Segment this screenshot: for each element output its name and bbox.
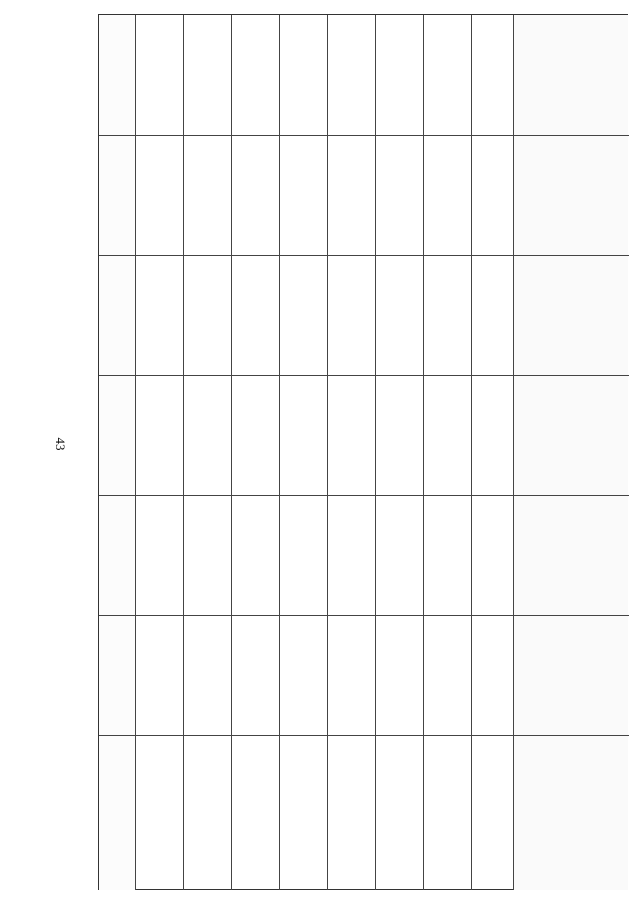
- grid-line: [279, 15, 280, 890]
- grid-line: [375, 15, 376, 890]
- grid-line: [135, 15, 136, 890]
- grid-line: [327, 15, 328, 890]
- data-table: [98, 14, 628, 890]
- grid-line: [99, 135, 629, 136]
- page-number: 43: [53, 437, 68, 451]
- grid-line: [471, 15, 472, 890]
- table-row-stub: [99, 15, 135, 890]
- grid-line: [99, 615, 629, 616]
- grid-line: [99, 255, 629, 256]
- grid-line: [231, 15, 232, 890]
- grid-line: [99, 375, 629, 376]
- grid-line: [183, 15, 184, 890]
- table-header-band: [513, 15, 628, 890]
- grid-line: [99, 495, 629, 496]
- grid-line: [99, 735, 629, 736]
- grid-line: [423, 15, 424, 890]
- grid-line: [513, 15, 514, 890]
